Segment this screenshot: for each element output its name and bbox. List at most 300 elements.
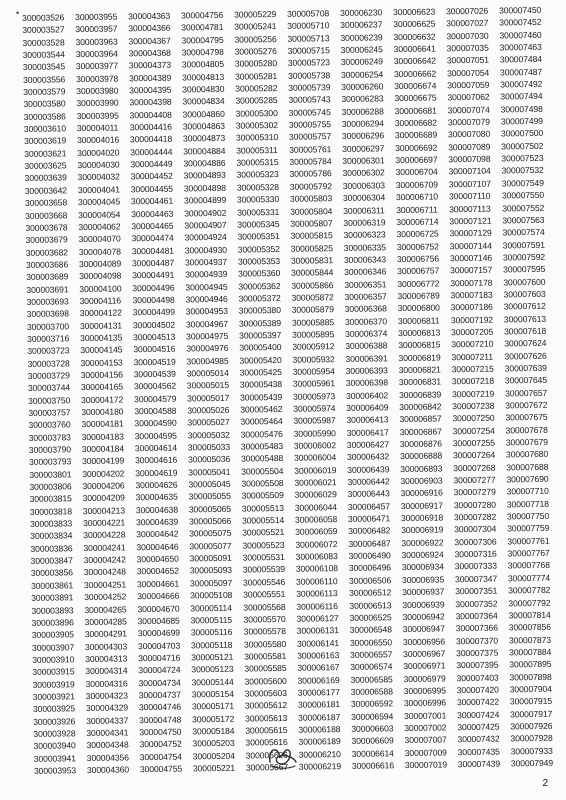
roll-number: 300006303 [342, 180, 385, 191]
roll-number: 300004752 [139, 738, 182, 750]
roll-number: 300006239 [340, 32, 383, 43]
roll-number: 300006482 [348, 525, 391, 537]
roll-number: 300005568 [243, 601, 286, 613]
roll-number: 300005221 [192, 762, 236, 774]
roll-number: 300007463 [499, 41, 542, 53]
roll-number: 300005578 [243, 626, 286, 637]
roll-number: 300006682 [394, 117, 437, 129]
roll-number: 300005026 [187, 404, 230, 416]
roll-number: 300007277 [453, 474, 496, 486]
roll-number: 300007563 [502, 214, 545, 226]
roll-number: 300006393 [345, 365, 388, 376]
roll-number: 300005323 [236, 169, 279, 181]
roll-number: 300005961 [292, 378, 336, 390]
roll-number: 300005866 [291, 279, 334, 291]
roll-number: 300006296 [341, 130, 385, 142]
roll-number: 300004395 [129, 84, 172, 96]
roll-number: 300006443 [347, 488, 390, 500]
roll-number: 300007030 [446, 30, 489, 42]
roll-number: 300005077 [189, 540, 232, 552]
roll-number: 300007675 [505, 412, 548, 423]
roll-number: 300005241 [234, 21, 277, 33]
roll-number: 300007498 [500, 103, 543, 115]
roll-number: 300003545 [22, 61, 66, 73]
roll-number: 300004781 [181, 22, 224, 33]
roll-number: 300006304 [342, 192, 386, 204]
roll-number: 300007352 [455, 598, 498, 609]
roll-number: 300005804 [290, 205, 333, 217]
roll-number: 300005615 [245, 724, 288, 736]
roll-number: 300003678 [25, 222, 68, 233]
roll-number: 300006374 [345, 328, 388, 339]
roll-number: 300003818 [29, 506, 73, 517]
roll-number: 300003910 [32, 654, 75, 665]
roll-number: 300006625 [393, 18, 436, 30]
roll-number: 300006876 [399, 438, 443, 450]
roll-number: 300006249 [340, 56, 384, 68]
roll-number: 300006398 [345, 377, 389, 389]
roll-number: 300004408 [129, 109, 172, 121]
roll-number: 300004070 [78, 233, 121, 245]
roll-number: 300006996 [403, 697, 447, 709]
roll-number: 300004180 [81, 406, 124, 418]
roll-number: 300007316 [454, 548, 497, 560]
roll-number: 300005397 [239, 329, 282, 341]
roll-number: 300003926 [33, 715, 76, 727]
roll-number: 300005462 [240, 403, 283, 415]
roll-number: 300005600 [244, 675, 287, 687]
roll-number: 300006351 [344, 278, 387, 290]
roll-number: 300005872 [291, 292, 334, 303]
roll-number: 300007395 [456, 659, 499, 671]
roll-number: 300004886 [183, 157, 226, 169]
roll-number: 300004670 [137, 603, 180, 614]
roll-number: 300005488 [240, 453, 284, 464]
roll-number: 300007089 [448, 141, 491, 153]
roll-number: 300006188 [298, 724, 341, 735]
roll-number: 300006675 [394, 92, 437, 104]
roll-number: 300005757 [288, 131, 332, 143]
roll-number: 300003544 [22, 49, 65, 61]
roll-number: 300007523 [501, 152, 544, 164]
roll-number: 300004666 [137, 590, 180, 602]
roll-number: 300007618 [503, 325, 547, 337]
roll-number: 300004946 [185, 293, 228, 305]
roll-number: 300004579 [134, 393, 177, 404]
roll-number: 300007110 [448, 190, 491, 202]
roll-number: 300007104 [448, 166, 491, 177]
roll-number: 300007718 [506, 498, 549, 510]
roll-number: 300006302 [342, 167, 385, 179]
roll-number: 300003847 [30, 555, 73, 567]
roll-number: 300006417 [346, 426, 389, 438]
roll-number: 300005330 [236, 194, 280, 205]
roll-number: 300004323 [85, 690, 128, 701]
roll-number: 300004642 [136, 529, 179, 540]
roll-number: 300004011 [76, 122, 119, 134]
roll-number: 300005281 [234, 70, 278, 82]
roll-number: 300004499 [132, 306, 175, 318]
roll-number: 300006409 [346, 402, 389, 413]
roll-number: 300006116 [296, 600, 338, 612]
roll-number: 300006819 [398, 352, 441, 363]
roll-number: 300003760 [28, 419, 71, 431]
roll-number: 300004750 [139, 726, 182, 738]
roll-number: 300005792 [289, 180, 332, 192]
roll-number: 300007898 [509, 671, 552, 682]
roll-number: 300004748 [139, 714, 182, 725]
roll-number: 300003834 [30, 530, 73, 542]
roll-number: 300004699 [137, 627, 180, 639]
roll-number: 300005973 [292, 390, 336, 402]
roll-number: 300005331 [237, 206, 280, 218]
roll-number: 300003698 [26, 308, 69, 320]
roll-number: 300004937 [184, 256, 228, 268]
roll-number: 300004638 [135, 504, 179, 516]
roll-number: 300006867 [399, 426, 442, 437]
roll-number: 300004291 [84, 628, 127, 640]
roll-number: 300004030 [77, 159, 120, 171]
roll-number: 300004020 [77, 147, 120, 158]
roll-number: 300006821 [398, 364, 441, 376]
roll-number: 300004248 [83, 566, 127, 578]
roll-number: 300006391 [345, 352, 388, 364]
scan-speck: • [16, 8, 20, 18]
roll-number: 300005570 [243, 613, 286, 625]
roll-number: 300007657 [504, 387, 548, 399]
roll-number: 300004976 [186, 343, 229, 354]
roll-number: 300004098 [79, 270, 122, 282]
roll-number: 300005739 [288, 82, 331, 93]
roll-number: 300005310 [235, 132, 279, 144]
roll-number: 300005300 [235, 107, 278, 119]
roll-number: 300006574 [350, 661, 393, 673]
roll-number: 300007304 [454, 524, 497, 535]
roll-number: 300005116 [190, 626, 233, 638]
roll-number: 300007422 [456, 696, 500, 708]
roll-number: 300004078 [78, 246, 121, 257]
roll-number: 300006311 [343, 204, 385, 216]
roll-number: 300004265 [84, 603, 127, 615]
roll-number: 300004635 [135, 492, 178, 503]
roll-number: 300005121 [191, 651, 234, 663]
roll-number: 300005345 [237, 218, 280, 230]
roll-number: 300003689 [26, 271, 69, 283]
roll-number: 300006916 [400, 487, 443, 499]
roll-number: 300006756 [396, 253, 440, 265]
roll-number: 300004183 [81, 431, 124, 442]
roll-number: 300004756 [180, 9, 224, 21]
roll-number: 300003528 [22, 37, 65, 48]
roll-number: 300003896 [31, 617, 74, 628]
roll-number: 300005172 [192, 713, 235, 725]
roll-number: 300006918 [400, 512, 444, 524]
roll-number: 300007211 [451, 351, 494, 362]
roll-number: 300006704 [395, 166, 438, 178]
roll-number: 300004873 [182, 133, 226, 144]
roll-number: 300005108 [190, 589, 233, 601]
roll-number: 300007192 [450, 314, 494, 325]
roll-number: 300006641 [393, 43, 436, 55]
roll-number: 300007026 [445, 5, 489, 17]
roll-number: 300003783 [28, 431, 71, 443]
roll-number: 300005710 [287, 20, 330, 32]
roll-number: 300006110 [295, 575, 338, 587]
roll-number: 300004590 [134, 417, 177, 429]
roll-number: 300006346 [344, 266, 387, 278]
roll-number: 300006254 [340, 69, 384, 80]
roll-number: 300007917 [510, 708, 553, 720]
roll-number: 300006288 [341, 106, 384, 117]
roll-number: 300005932 [292, 353, 335, 365]
roll-number: 300003527 [22, 24, 65, 36]
roll-number: 300007186 [450, 301, 493, 313]
roll-number: 300003790 [28, 444, 72, 455]
roll-number: 300006971 [403, 660, 446, 672]
roll-number: 300004348 [86, 739, 129, 751]
roll-number: 300007051 [446, 55, 490, 66]
roll-number: 300007895 [509, 658, 552, 670]
roll-number: 300003940 [33, 740, 76, 752]
roll-number: 300004595 [134, 430, 177, 441]
roll-number: 300007146 [449, 252, 493, 264]
roll-number: 300006603 [351, 723, 394, 734]
roll-number: 300005784 [289, 156, 332, 167]
roll-number: 300004461 [130, 195, 174, 207]
roll-number: 300004452 [130, 171, 173, 182]
roll-number: 300007107 [448, 178, 491, 190]
roll-number: 300007592 [502, 251, 546, 263]
roll-number: 300007591 [502, 239, 545, 251]
roll-number: 300007254 [452, 425, 495, 436]
roll-number: 300003691 [26, 283, 69, 295]
roll-number: 300006513 [349, 599, 392, 611]
roll-number: 300006512 [349, 587, 392, 599]
roll-number: 300005585 [244, 663, 287, 674]
roll-number: 300004860 [182, 108, 225, 120]
roll-number: 300005438 [239, 379, 283, 390]
roll-number: 300005204 [192, 750, 235, 762]
roll-number: 300007098 [448, 153, 491, 165]
roll-number: 300004924 [184, 232, 227, 243]
roll-number: 300007007 [404, 734, 447, 746]
roll-number: 300004089 [78, 258, 122, 270]
roll-number: 300004368 [128, 47, 171, 59]
roll-number: 300003679 [25, 234, 68, 246]
roll-number: 300006697 [395, 154, 438, 166]
roll-number: 300006692 [395, 142, 438, 153]
roll-number: 300006019 [294, 464, 337, 476]
roll-number: 300006413 [346, 414, 389, 426]
roll-number: 300004418 [129, 134, 173, 145]
roll-number: 300007347 [454, 573, 498, 585]
roll-number: 300005844 [291, 267, 334, 279]
roll-number: 300005551 [243, 589, 286, 600]
roll-number: 300004737 [138, 689, 181, 701]
roll-number: 300005580 [243, 638, 287, 650]
roll-number: 300006924 [401, 549, 444, 561]
roll-number: 300005954 [292, 366, 335, 377]
roll-number: 300007435 [457, 746, 500, 757]
roll-number: 300006831 [398, 376, 442, 388]
roll-number: 300003915 [32, 666, 75, 678]
roll-number: 300004045 [77, 196, 121, 208]
roll-number: 300006169 [297, 674, 340, 686]
roll-number: 300006167 [297, 662, 340, 673]
roll-number: 300003905 [31, 629, 74, 641]
roll-number: 300007600 [503, 276, 546, 288]
roll-number: 300005229 [233, 9, 277, 20]
roll-number: 300007282 [453, 511, 497, 523]
roll-number: 300004834 [182, 96, 225, 107]
roll-number: 300005036 [187, 454, 231, 465]
roll-number: 300007009 [404, 747, 447, 758]
roll-number: 300005311 [236, 144, 278, 156]
roll-number: 300005708 [286, 8, 330, 19]
roll-number: 300004907 [184, 219, 227, 231]
roll-number: 300003556 [22, 74, 66, 85]
roll-number: 300004153 [80, 357, 123, 368]
number-column [499, 4, 564, 770]
roll-number: 300004329 [85, 702, 129, 714]
roll-number: 300006725 [396, 228, 439, 240]
roll-number: 300003941 [33, 752, 76, 764]
roll-number: 300006072 [295, 538, 338, 550]
roll-number: 300006402 [345, 389, 389, 401]
roll-number: 300007460 [499, 29, 542, 41]
roll-number: 300005613 [245, 712, 288, 724]
roll-number: 300005093 [189, 565, 232, 576]
roll-number: 300004341 [86, 727, 129, 739]
roll-number: 300007255 [452, 437, 496, 449]
roll-number: 300006230 [339, 7, 383, 19]
roll-number: 300007306 [454, 536, 497, 548]
roll-number: 300006343 [343, 254, 387, 265]
roll-number: 300004360 [86, 764, 130, 776]
roll-number: 300004062 [78, 221, 121, 232]
roll-number: 300006711 [396, 203, 438, 215]
roll-number: 300006548 [349, 624, 392, 636]
roll-number: 300007279 [453, 487, 496, 498]
roll-number: 300007424 [457, 709, 500, 720]
roll-number: 300003580 [23, 98, 66, 110]
roll-number: 300004465 [131, 220, 174, 232]
roll-number: 300003964 [75, 48, 118, 60]
roll-number: 300005065 [188, 503, 232, 515]
roll-number: 300005745 [288, 106, 331, 118]
roll-number: 300004975 [186, 330, 229, 342]
roll-number: 300006083 [295, 551, 338, 562]
roll-number: 300003793 [28, 456, 72, 468]
roll-number: 300005075 [189, 528, 232, 539]
roll-number: 300006237 [340, 19, 383, 31]
roll-number: 300006058 [294, 514, 338, 525]
roll-number: 300005154 [191, 688, 234, 700]
roll-number: 300004516 [133, 343, 176, 355]
roll-number: 300007626 [504, 350, 547, 362]
roll-number: 300005581 [244, 650, 287, 662]
roll-number: 300005097 [189, 577, 233, 589]
roll-number: 300005115 [190, 614, 233, 626]
roll-number: 300007178 [450, 277, 493, 288]
roll-number: 300005328 [236, 181, 279, 193]
roll-number: 300005483 [240, 440, 284, 452]
roll-number: 300004145 [80, 344, 123, 356]
roll-number: 300004366 [128, 23, 171, 34]
roll-number: 300005276 [234, 46, 277, 57]
roll-number: 300004930 [184, 244, 227, 256]
roll-number: 300004367 [128, 35, 171, 47]
roll-number: 300003693 [26, 296, 69, 307]
roll-number: 300007205 [451, 326, 494, 338]
roll-number: 300003995 [76, 110, 119, 121]
roll-number: 300006219 [298, 761, 342, 772]
roll-number: 300006585 [350, 673, 393, 685]
roll-number: 300006588 [350, 686, 393, 697]
roll-number: 300006857 [399, 413, 442, 425]
roll-number: 300006813 [398, 327, 441, 339]
roll-number: 300007926 [510, 720, 553, 732]
roll-number: 300005285 [235, 95, 278, 107]
roll-number: 300004228 [83, 529, 126, 541]
roll-number: 300003955 [75, 11, 118, 23]
roll-number: 300006935 [401, 574, 445, 585]
roll-number: 300005256 [234, 33, 277, 45]
roll-number: 300004652 [136, 566, 180, 577]
roll-number: 300007949 [510, 757, 554, 769]
roll-number: 300004619 [135, 467, 178, 478]
roll-number: 300007710 [506, 486, 549, 497]
roll-number: 300004199 [81, 455, 125, 467]
roll-number: 300007487 [499, 66, 543, 78]
roll-number: 300003619 [23, 135, 67, 147]
roll-number: 300004252 [84, 591, 127, 603]
roll-number: 300007080 [447, 129, 491, 140]
roll-number: 300007873 [508, 634, 552, 645]
roll-number: 300005508 [241, 478, 284, 489]
roll-number: 300003700 [26, 320, 70, 332]
roll-number: 300006319 [343, 217, 386, 228]
roll-number: 300006127 [296, 612, 339, 624]
roll-number: 300007027 [446, 18, 489, 29]
number-table [22, 4, 564, 778]
roll-number: 300006642 [393, 55, 437, 67]
roll-number: 300007035 [446, 42, 489, 54]
roll-number: 300007759 [507, 523, 550, 534]
roll-number: 300007549 [501, 177, 544, 189]
roll-number: 300007121 [449, 215, 492, 227]
roll-number: 300003579 [23, 86, 66, 98]
roll-number: 300006487 [348, 538, 391, 549]
roll-number: 300007113 [449, 203, 491, 214]
roll-number: 300005626 [245, 749, 288, 761]
roll-number: 300004463 [131, 208, 174, 219]
roll-number: 300005315 [236, 157, 279, 168]
roll-number: 300003977 [75, 60, 119, 72]
roll-number: 300003686 [25, 259, 69, 270]
roll-number: 300007500 [500, 128, 544, 139]
roll-number: 300006297 [342, 143, 385, 154]
roll-number: 300005041 [188, 466, 231, 478]
roll-number: 300007678 [505, 424, 548, 436]
roll-number: 300004898 [183, 182, 226, 194]
roll-number: 300005667 [245, 761, 289, 773]
roll-number: 300006752 [396, 241, 439, 252]
roll-number: 300007219 [451, 388, 495, 399]
roll-number: 300003586 [23, 111, 66, 122]
roll-number: 300004716 [138, 652, 181, 664]
roll-number: 300007183 [450, 289, 493, 301]
